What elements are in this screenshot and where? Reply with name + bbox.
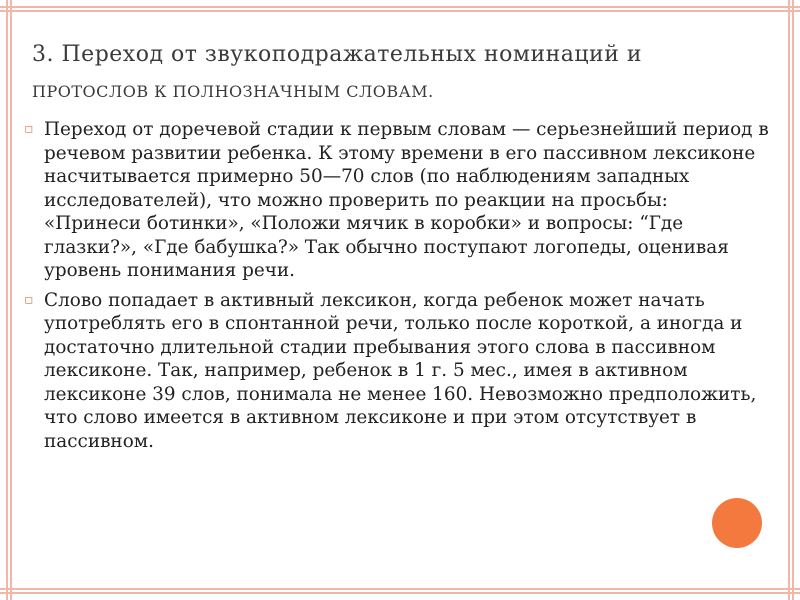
slide-title-line-2: ПРОТОСЛОВ К ПОЛНОЗНАЧНЫМ СЛОВАМ. xyxy=(32,82,434,101)
bullet-paragraph-2 xyxy=(24,289,769,454)
hollow-square-bullet-icon: ▫ xyxy=(24,291,34,308)
frame-right-line xyxy=(792,0,794,600)
frame-right-line-inner xyxy=(788,0,790,600)
bullet-paragraph-1 xyxy=(24,118,769,283)
bullet-text: Слово попадает в активный лексикон, когда ребенок может начать употреблять его в спонтанной речи, только после короткой, а иногда и достаточно длительной стадии пребывания этого слова в пассивном лексиконе. Так, например, ребенок в 1 г. 5 мес., имея в активном лексиконе 39 слов, понимала не менее 160. Невозможно предположить, что слово имеется в активном лексиконе и при этом отсутствует в пассивном. xyxy=(44,289,757,452)
frame-top-line-inner xyxy=(0,10,800,12)
frame-bottom-line-inner xyxy=(0,588,800,590)
slide-title xyxy=(32,36,752,110)
slide-title-line-1: 3. Переход от звукоподражательных номинаций и xyxy=(32,42,643,67)
frame-left-line xyxy=(6,0,8,600)
slide xyxy=(22,18,780,584)
bullet-text: Переход от доречевой стадии к первым словам — серьезнейший период в речевом развитии ребенка. К этому времени в его пассивном лексиконе насчитывается примерно 50—70 слов (по наблюдениям западных исследователей), что можно проверить по реакции на просьбы: «Принеси ботинки», «Положи мячик в коробки» и вопросы: “Где глазки?», «Где бабушка?» Так обычно поступают логопеды, оценивая уровень понимания речи. xyxy=(44,119,769,281)
slide-content xyxy=(24,118,769,459)
frame-bottom-line xyxy=(0,592,800,594)
frame-top-line xyxy=(0,6,800,8)
decorative-orange-circle xyxy=(712,498,762,548)
frame-left-line-inner xyxy=(10,0,12,600)
hollow-square-bullet-icon: ▫ xyxy=(24,121,34,137)
